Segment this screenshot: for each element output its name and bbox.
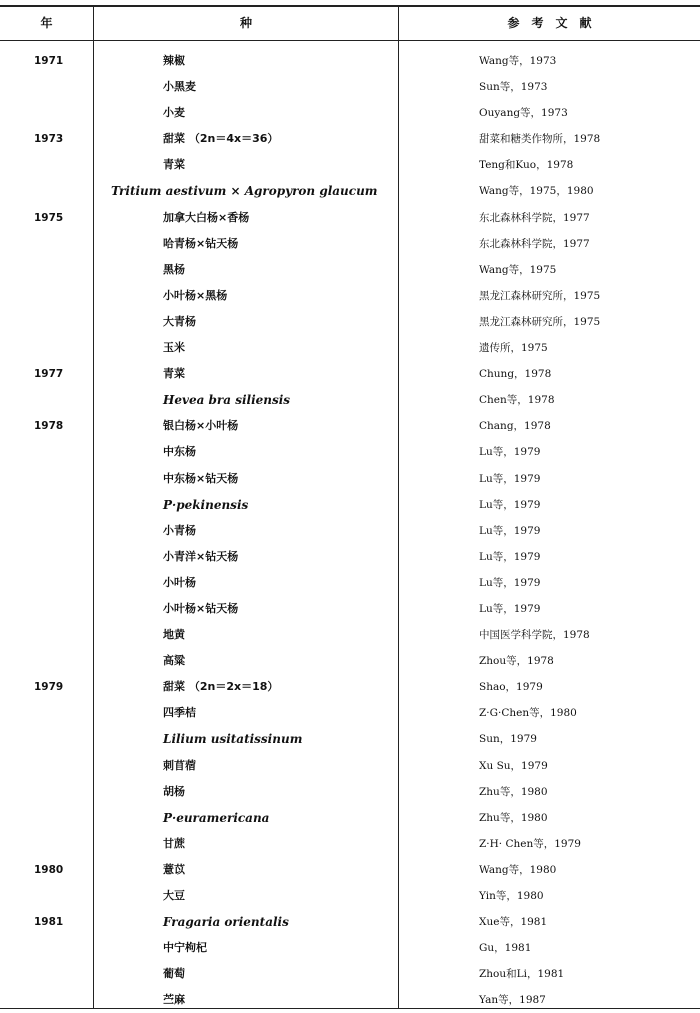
table-row	[0, 753, 700, 779]
table-row	[0, 205, 700, 231]
species-cell: 高粱	[163, 654, 185, 668]
species-cell: Lilium usitatissinum	[163, 732, 303, 747]
species-cell: 薏苡	[163, 862, 185, 876]
species-cell: 地黄	[163, 628, 185, 642]
species-cell: 黑杨	[163, 262, 185, 276]
table-row	[0, 178, 700, 204]
species-cell: 刺苜蓿	[163, 758, 196, 772]
year-cell: 1975	[34, 211, 64, 224]
species-cell: 银白杨×小叶杨	[163, 419, 239, 433]
species-cell: 小青洋×钻天杨	[163, 549, 239, 563]
species-cell: 小叶杨	[163, 575, 196, 589]
species-cell: 小叶杨×黑杨	[163, 288, 228, 302]
header-year: 年	[40, 16, 53, 30]
species-cell: 四季桔	[163, 706, 196, 720]
table-row	[0, 335, 700, 361]
reference-cell: Lu等，1979	[479, 602, 541, 615]
reference-cell: Wang等，1973	[479, 55, 557, 67]
species-cell: 青菜	[163, 367, 185, 381]
reference-cell: 黑龙江森林研究所，1975	[479, 289, 601, 302]
reference-cell: Zhou和Li，1981	[479, 968, 565, 981]
year-cell: 1973	[34, 133, 64, 146]
table-body	[0, 48, 700, 1013]
table-row	[0, 831, 700, 857]
species-cell: 辣椒	[163, 54, 185, 67]
table-row	[0, 100, 700, 126]
table-row	[0, 74, 700, 100]
reference-cell: Ouyang等，1973	[479, 107, 568, 120]
reference-cell: Shao，1979	[479, 681, 543, 694]
reference-cell: 东北森林科学院，1977	[479, 211, 590, 224]
table-row	[0, 309, 700, 335]
species-cell: 中东杨×钻天杨	[163, 471, 239, 485]
header-rule	[0, 40, 700, 41]
reference-cell: Lu等，1979	[479, 446, 541, 459]
reference-cell: Wang等，1975	[479, 263, 557, 276]
species-cell: 中宁枸杞	[163, 941, 207, 955]
table-row	[0, 387, 700, 413]
table-row	[0, 570, 700, 596]
species-cell: P·euramericana	[163, 810, 270, 825]
reference-cell: Lu等，1979	[479, 472, 541, 485]
table-row	[0, 596, 700, 622]
table-row	[0, 283, 700, 309]
reference-cell: Zhu等，1980	[479, 811, 548, 824]
species-cell: Tritium aestivum × Agropyron glaucum	[111, 184, 378, 199]
species-cell: 小叶杨×钻天杨	[163, 601, 239, 615]
species-cell: 玉米	[163, 341, 185, 355]
reference-cell: 黑龙江森林研究所，1975	[479, 315, 601, 328]
year-cell: 1980	[34, 863, 64, 876]
species-cell: 哈青杨×钻天杨	[163, 236, 239, 250]
year-cell: 1979	[34, 681, 64, 694]
table-row	[0, 48, 700, 74]
table-row	[0, 257, 700, 283]
species-cell: 小黑麦	[163, 80, 196, 94]
table-row	[0, 883, 700, 909]
reference-cell: 中国医学科学院，1978	[479, 629, 590, 642]
species-cell: Fragaria orientalis	[163, 915, 289, 930]
reference-cell: Wang等，1980	[479, 863, 557, 876]
species-cell: 小麦	[163, 106, 185, 120]
reference-cell: Z·G·Chen等，1980	[479, 707, 577, 720]
reference-cell: Sun等，1973	[479, 81, 548, 94]
table-row	[0, 726, 700, 752]
reference-cell: Teng和Kuo，1978	[479, 159, 574, 172]
table-row	[0, 492, 700, 518]
table-row	[0, 361, 700, 387]
species-cell: Hevea bra siliensis	[163, 393, 291, 408]
table-row	[0, 674, 700, 700]
species-cell: 甜菜 （2n＝2x＝18）	[163, 680, 279, 694]
table-row	[0, 413, 700, 439]
table-row	[0, 152, 700, 178]
species-cell: 青菜	[163, 158, 185, 172]
year-cell: 1977	[34, 368, 64, 381]
reference-cell: Zhu等，1980	[479, 785, 548, 798]
reference-cell: Wang等，1975，1980	[479, 185, 594, 198]
year-cell: 1981	[34, 916, 64, 929]
reference-cell: 甜菜和糖类作物所，1978	[479, 133, 601, 146]
species-cell: 甘蔗	[163, 836, 185, 850]
species-cell: 大豆	[163, 889, 185, 902]
reference-cell: 遗传所，1975	[479, 342, 548, 355]
species-cell: P·pekinensis	[163, 497, 249, 512]
table-row	[0, 779, 700, 805]
table-row	[0, 909, 700, 935]
reference-cell: Sun，1979	[479, 733, 537, 746]
table-row	[0, 231, 700, 257]
reference-cell: Xue等，1981	[479, 916, 548, 929]
header-species: 种	[239, 16, 252, 30]
table-row	[0, 961, 700, 987]
reference-cell: Chang，1978	[479, 420, 551, 433]
reference-cell: 东北森林科学院，1977	[479, 237, 590, 250]
reference-cell: Lu等，1979	[479, 550, 541, 563]
reference-cell: Gu，1981	[479, 942, 532, 955]
year-cell: 1971	[34, 55, 64, 67]
header-reference: 参 考 文 献	[507, 16, 592, 30]
table-row	[0, 126, 700, 152]
table-row	[0, 439, 700, 465]
species-cell: 加拿大白杨×香杨	[163, 210, 250, 224]
species-cell: 甜菜 （2n＝4x＝36）	[163, 132, 279, 146]
table-row	[0, 987, 700, 1013]
reference-cell: Lu等，1979	[479, 498, 541, 511]
table-row	[0, 648, 700, 674]
table-row	[0, 544, 700, 570]
table-row	[0, 700, 700, 726]
species-cell: 中东杨	[163, 445, 196, 459]
reference-cell: Chen等，1978	[479, 394, 555, 407]
reference-cell: Yin等，1980	[479, 890, 544, 902]
reference-cell: Z·H· Chen等，1979	[479, 837, 581, 850]
table-row	[0, 857, 700, 883]
reference-cell: Lu等，1979	[479, 576, 541, 589]
year-cell: 1978	[34, 420, 64, 433]
table-row	[0, 805, 700, 831]
reference-cell: Chung，1978	[479, 368, 552, 381]
table-row	[0, 935, 700, 961]
reference-cell: Xu Su，1979	[479, 759, 548, 772]
species-cell: 大青杨	[163, 314, 196, 328]
reference-cell: Lu等，1979	[479, 524, 541, 537]
species-cell: 苎麻	[163, 993, 185, 1007]
table-row	[0, 466, 700, 492]
table-row	[0, 622, 700, 648]
species-cell: 小青杨	[163, 523, 196, 537]
reference-cell: Yan等，1987	[479, 994, 546, 1007]
reference-cell: Zhou等，1978	[479, 655, 554, 668]
table-row	[0, 518, 700, 544]
species-cell: 胡杨	[163, 784, 185, 798]
species-cell: 葡萄	[163, 967, 185, 981]
